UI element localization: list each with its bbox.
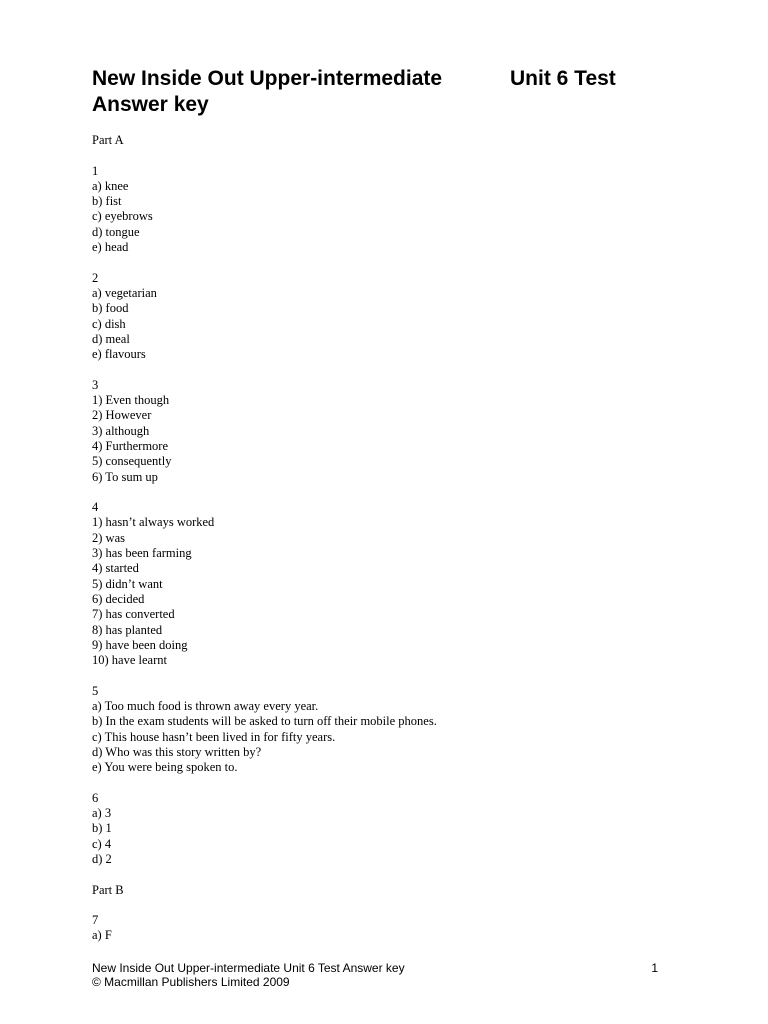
answer-section [92,883,712,898]
answer-line: 6) To sum up [92,469,158,484]
answer-section [92,133,712,148]
answer-line: b) food [92,301,129,316]
answer-key-body [92,133,712,944]
page-footer [92,962,658,989]
answer-line: d) meal [92,331,130,346]
answer-line: 5) consequently [92,454,172,469]
section-heading: 7 [92,913,99,928]
footer-title: New Inside Out Upper-intermediate Unit 6 Test Answer key [92,961,405,975]
answer-section [92,271,712,363]
answer-line: 9) have been doing [92,637,188,652]
answer-line: 5) didn’t want [92,576,163,591]
section-heading: Part B [92,882,124,897]
answer-section [92,378,712,485]
section-heading: Part A [92,133,124,147]
answer-line: e) flavours [92,347,146,362]
answer-line: a) knee [92,178,129,193]
footer-copyright: © Macmillan Publishers Limited 2009 [92,974,290,989]
answer-line: c) This house hasn’t been lived in for fifty years. [92,729,336,744]
page-number: 1 [651,961,658,975]
answer-line: 1) hasn’t always worked [92,515,215,530]
answer-line: e) head [92,240,129,255]
answer-line: 10) have learnt [92,653,167,668]
answer-section [92,164,712,256]
section-heading: 6 [92,790,99,805]
answer-line: c) dish [92,316,126,331]
answer-line: 4) Furthermore [92,438,169,453]
answer-line: b) 1 [92,821,112,836]
answer-line: 1) Even though [92,393,170,408]
title-line1-right: Unit 6 Test [510,67,616,90]
section-heading: 1 [92,163,99,178]
answer-line: c) eyebrows [92,209,153,224]
section-heading: 2 [92,270,99,285]
answer-line: e) You were being spoken to. [92,760,238,775]
answer-line: a) vegetarian [92,285,157,300]
answer-line: b) In the exam students will be asked to turn off their mobile phones. [92,714,437,729]
answer-line: a) 3 [92,806,112,821]
answer-line: a) F [92,928,112,943]
answer-line: a) Too much food is thrown away every year. [92,698,319,713]
answer-line: d) 2 [92,851,112,866]
answer-section [92,791,712,867]
answer-line: 8) has planted [92,622,163,637]
answer-line: 2) However [92,408,152,423]
answer-line: d) Who was this story written by? [92,744,262,759]
answer-line: 6) decided [92,591,145,606]
answer-line: b) fist [92,194,122,209]
answer-section [92,684,712,776]
answer-line: 4) started [92,561,139,576]
section-heading: 4 [92,500,99,515]
answer-line: 2) was [92,530,125,545]
title-line2: Answer key [92,93,209,116]
answer-section [92,913,712,944]
section-heading: 3 [92,377,99,392]
section-heading: 5 [92,683,99,698]
answer-line: 7) has converted [92,607,175,622]
answer-line: d) tongue [92,224,140,239]
answer-line: c) 4 [92,836,112,851]
answer-line: 3) although [92,423,150,438]
answer-line: 3) has been farming [92,546,192,561]
answer-section [92,500,712,668]
title-line1-left: New Inside Out Upper-intermediate [92,67,443,90]
document-title [92,66,652,118]
